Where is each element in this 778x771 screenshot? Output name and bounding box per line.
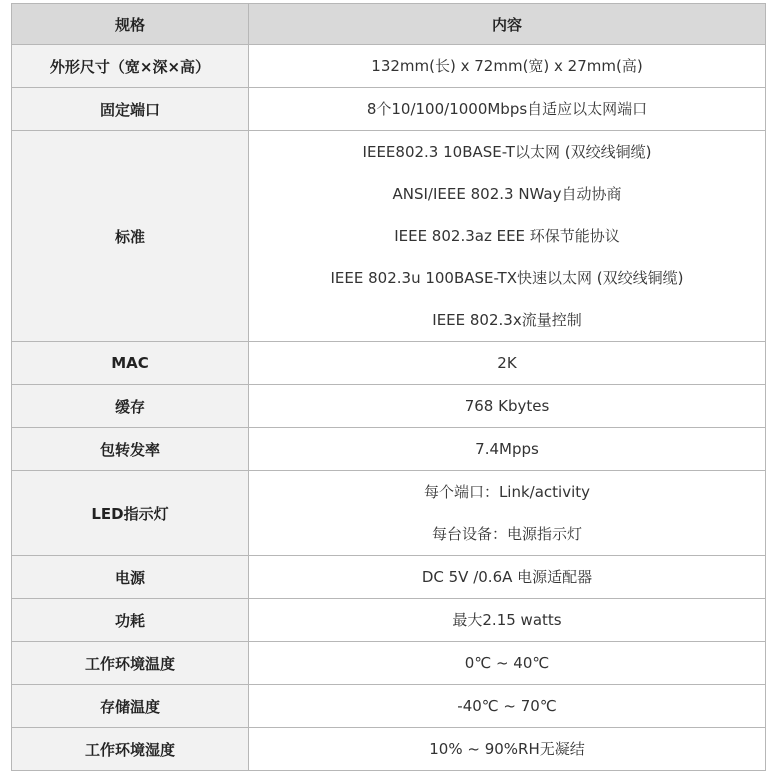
spec-value bbox=[249, 45, 766, 88]
spec-value bbox=[249, 342, 766, 385]
spec-value bbox=[249, 685, 766, 728]
spec-name: 工作环境温度 bbox=[12, 642, 249, 685]
table-row bbox=[12, 88, 766, 131]
header-value: 内容 bbox=[249, 4, 766, 45]
spec-name: 存储温度 bbox=[12, 685, 249, 728]
table-row bbox=[12, 642, 766, 685]
spec-value-line: 0℃ ~ 40℃ bbox=[464, 654, 550, 672]
spec-value-line: IEEE802.3 10BASE-T以太网 (双绞线铜缆) bbox=[362, 143, 652, 161]
spec-value-line: 8个10/100/1000Mbps自适应以太网端口 bbox=[366, 100, 648, 118]
spec-value bbox=[249, 428, 766, 471]
spec-name: 功耗 bbox=[12, 599, 249, 642]
table-row bbox=[12, 685, 766, 728]
spec-value-line: IEEE 802.3az EEE 环保节能协议 bbox=[394, 227, 620, 245]
table-row bbox=[12, 342, 766, 385]
spec-value bbox=[249, 642, 766, 685]
spec-value bbox=[249, 131, 766, 342]
header-name: 规格 bbox=[12, 4, 249, 45]
table-header-row bbox=[12, 4, 766, 45]
table-row bbox=[12, 45, 766, 88]
table-row bbox=[12, 599, 766, 642]
spec-name: 固定端口 bbox=[12, 88, 249, 131]
spec-value bbox=[249, 556, 766, 599]
spec-value bbox=[249, 88, 766, 131]
spec-value-line: 7.4Mpps bbox=[475, 440, 539, 458]
spec-value-line: IEEE 802.3x流量控制 bbox=[432, 311, 582, 329]
spec-value-line: 每台设备：电源指示灯 bbox=[431, 525, 582, 543]
spec-name: 标准 bbox=[12, 131, 249, 342]
spec-value bbox=[249, 728, 766, 771]
spec-value-line: 132mm(长) x 72mm(宽) x 27mm(高) bbox=[371, 57, 643, 75]
spec-value-line: 最大2.15 watts bbox=[452, 611, 562, 629]
spec-value-line: 2K bbox=[497, 354, 517, 372]
table-row bbox=[12, 131, 766, 342]
spec-value bbox=[249, 385, 766, 428]
spec-value-line: 10% ~ 90%RH无凝结 bbox=[429, 740, 585, 758]
spec-name: 包转发率 bbox=[12, 428, 249, 471]
table-row bbox=[12, 385, 766, 428]
spec-name: 工作环境湿度 bbox=[12, 728, 249, 771]
spec-value-line: -40℃ ~ 70℃ bbox=[457, 697, 557, 715]
spec-name: 缓存 bbox=[12, 385, 249, 428]
table-row bbox=[12, 556, 766, 599]
spec-table bbox=[11, 3, 766, 771]
spec-value-line: IEEE 802.3u 100BASE-TX快速以太网 (双绞线铜缆) bbox=[330, 269, 684, 287]
table-row bbox=[12, 728, 766, 771]
spec-value-line: DC 5V /0.6A 电源适配器 bbox=[421, 568, 593, 586]
spec-name: MAC bbox=[12, 342, 249, 385]
spec-name: LED指示灯 bbox=[12, 471, 249, 556]
spec-value-line: 每个端口：Link/activity bbox=[423, 483, 591, 501]
table-row bbox=[12, 471, 766, 556]
spec-name: 外形尺寸（宽×深×高） bbox=[12, 45, 249, 88]
spec-name: 电源 bbox=[12, 556, 249, 599]
table-row bbox=[12, 428, 766, 471]
spec-value bbox=[249, 471, 766, 556]
spec-value bbox=[249, 599, 766, 642]
spec-value-line: ANSI/IEEE 802.3 NWay自动协商 bbox=[392, 185, 622, 203]
spec-value-line: 768 Kbytes bbox=[464, 397, 550, 415]
